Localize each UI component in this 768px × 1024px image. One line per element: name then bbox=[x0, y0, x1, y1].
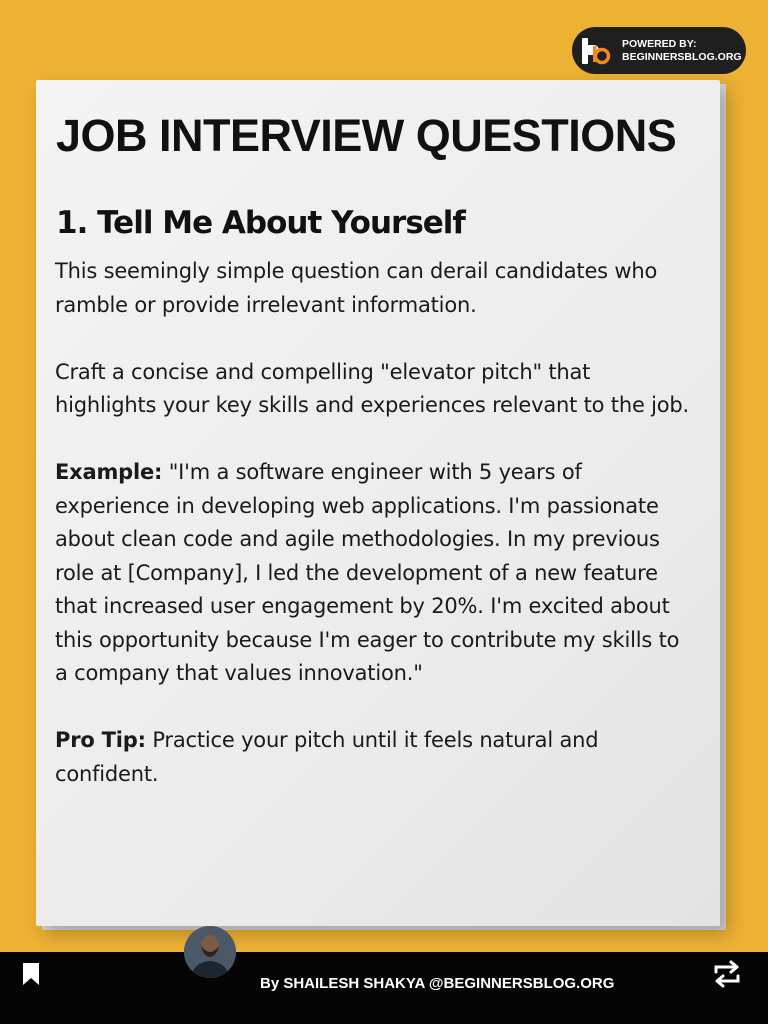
example-text: "I'm a software engineer with 5 years of experience in developing web applications. I'm passionate about clean code and agile methodologies. In my previous role at [Company], I led the development of a new feature that increased user engagement by 20%. I'm excited about this opportunity because I'm eager to contribute my skills to a company that values innovation." bbox=[55, 460, 680, 685]
badge-text bbox=[622, 38, 742, 64]
badge-line1: POWERED BY: bbox=[622, 37, 697, 50]
badge-line2: BEGINNERSBLOG.ORG bbox=[622, 50, 742, 63]
bookmark-icon[interactable] bbox=[22, 962, 40, 986]
page-title: JOB INTERVIEW QUESTIONS bbox=[56, 110, 677, 161]
paragraph-intro: This seemingly simple question can derail candidates who ramble or provide irrelevant information. bbox=[55, 259, 658, 317]
paragraph-example bbox=[55, 456, 695, 691]
question-heading: 1. Tell Me About Yourself bbox=[56, 205, 465, 241]
pro-tip-label: Pro Tip: bbox=[55, 728, 146, 752]
beginnersblog-logo-icon bbox=[580, 35, 612, 67]
author-byline: By SHAILESH SHAKYA @BEGINNERSBLOG.ORG bbox=[260, 975, 615, 992]
author-avatar[interactable] bbox=[184, 926, 236, 978]
paragraph-pro-tip bbox=[55, 724, 695, 791]
example-label: Example: bbox=[55, 460, 163, 484]
card-body bbox=[55, 255, 695, 825]
avatar-portrait bbox=[184, 926, 236, 978]
paragraph-advice: Craft a concise and compelling "elevator pitch" that highlights your key skills and experiences relevant to the job. bbox=[55, 359, 690, 417]
pro-tip-text: Practice your pitch until it feels natural and confident. bbox=[55, 728, 599, 786]
powered-by-badge[interactable] bbox=[572, 27, 746, 74]
repost-icon[interactable] bbox=[710, 958, 744, 990]
